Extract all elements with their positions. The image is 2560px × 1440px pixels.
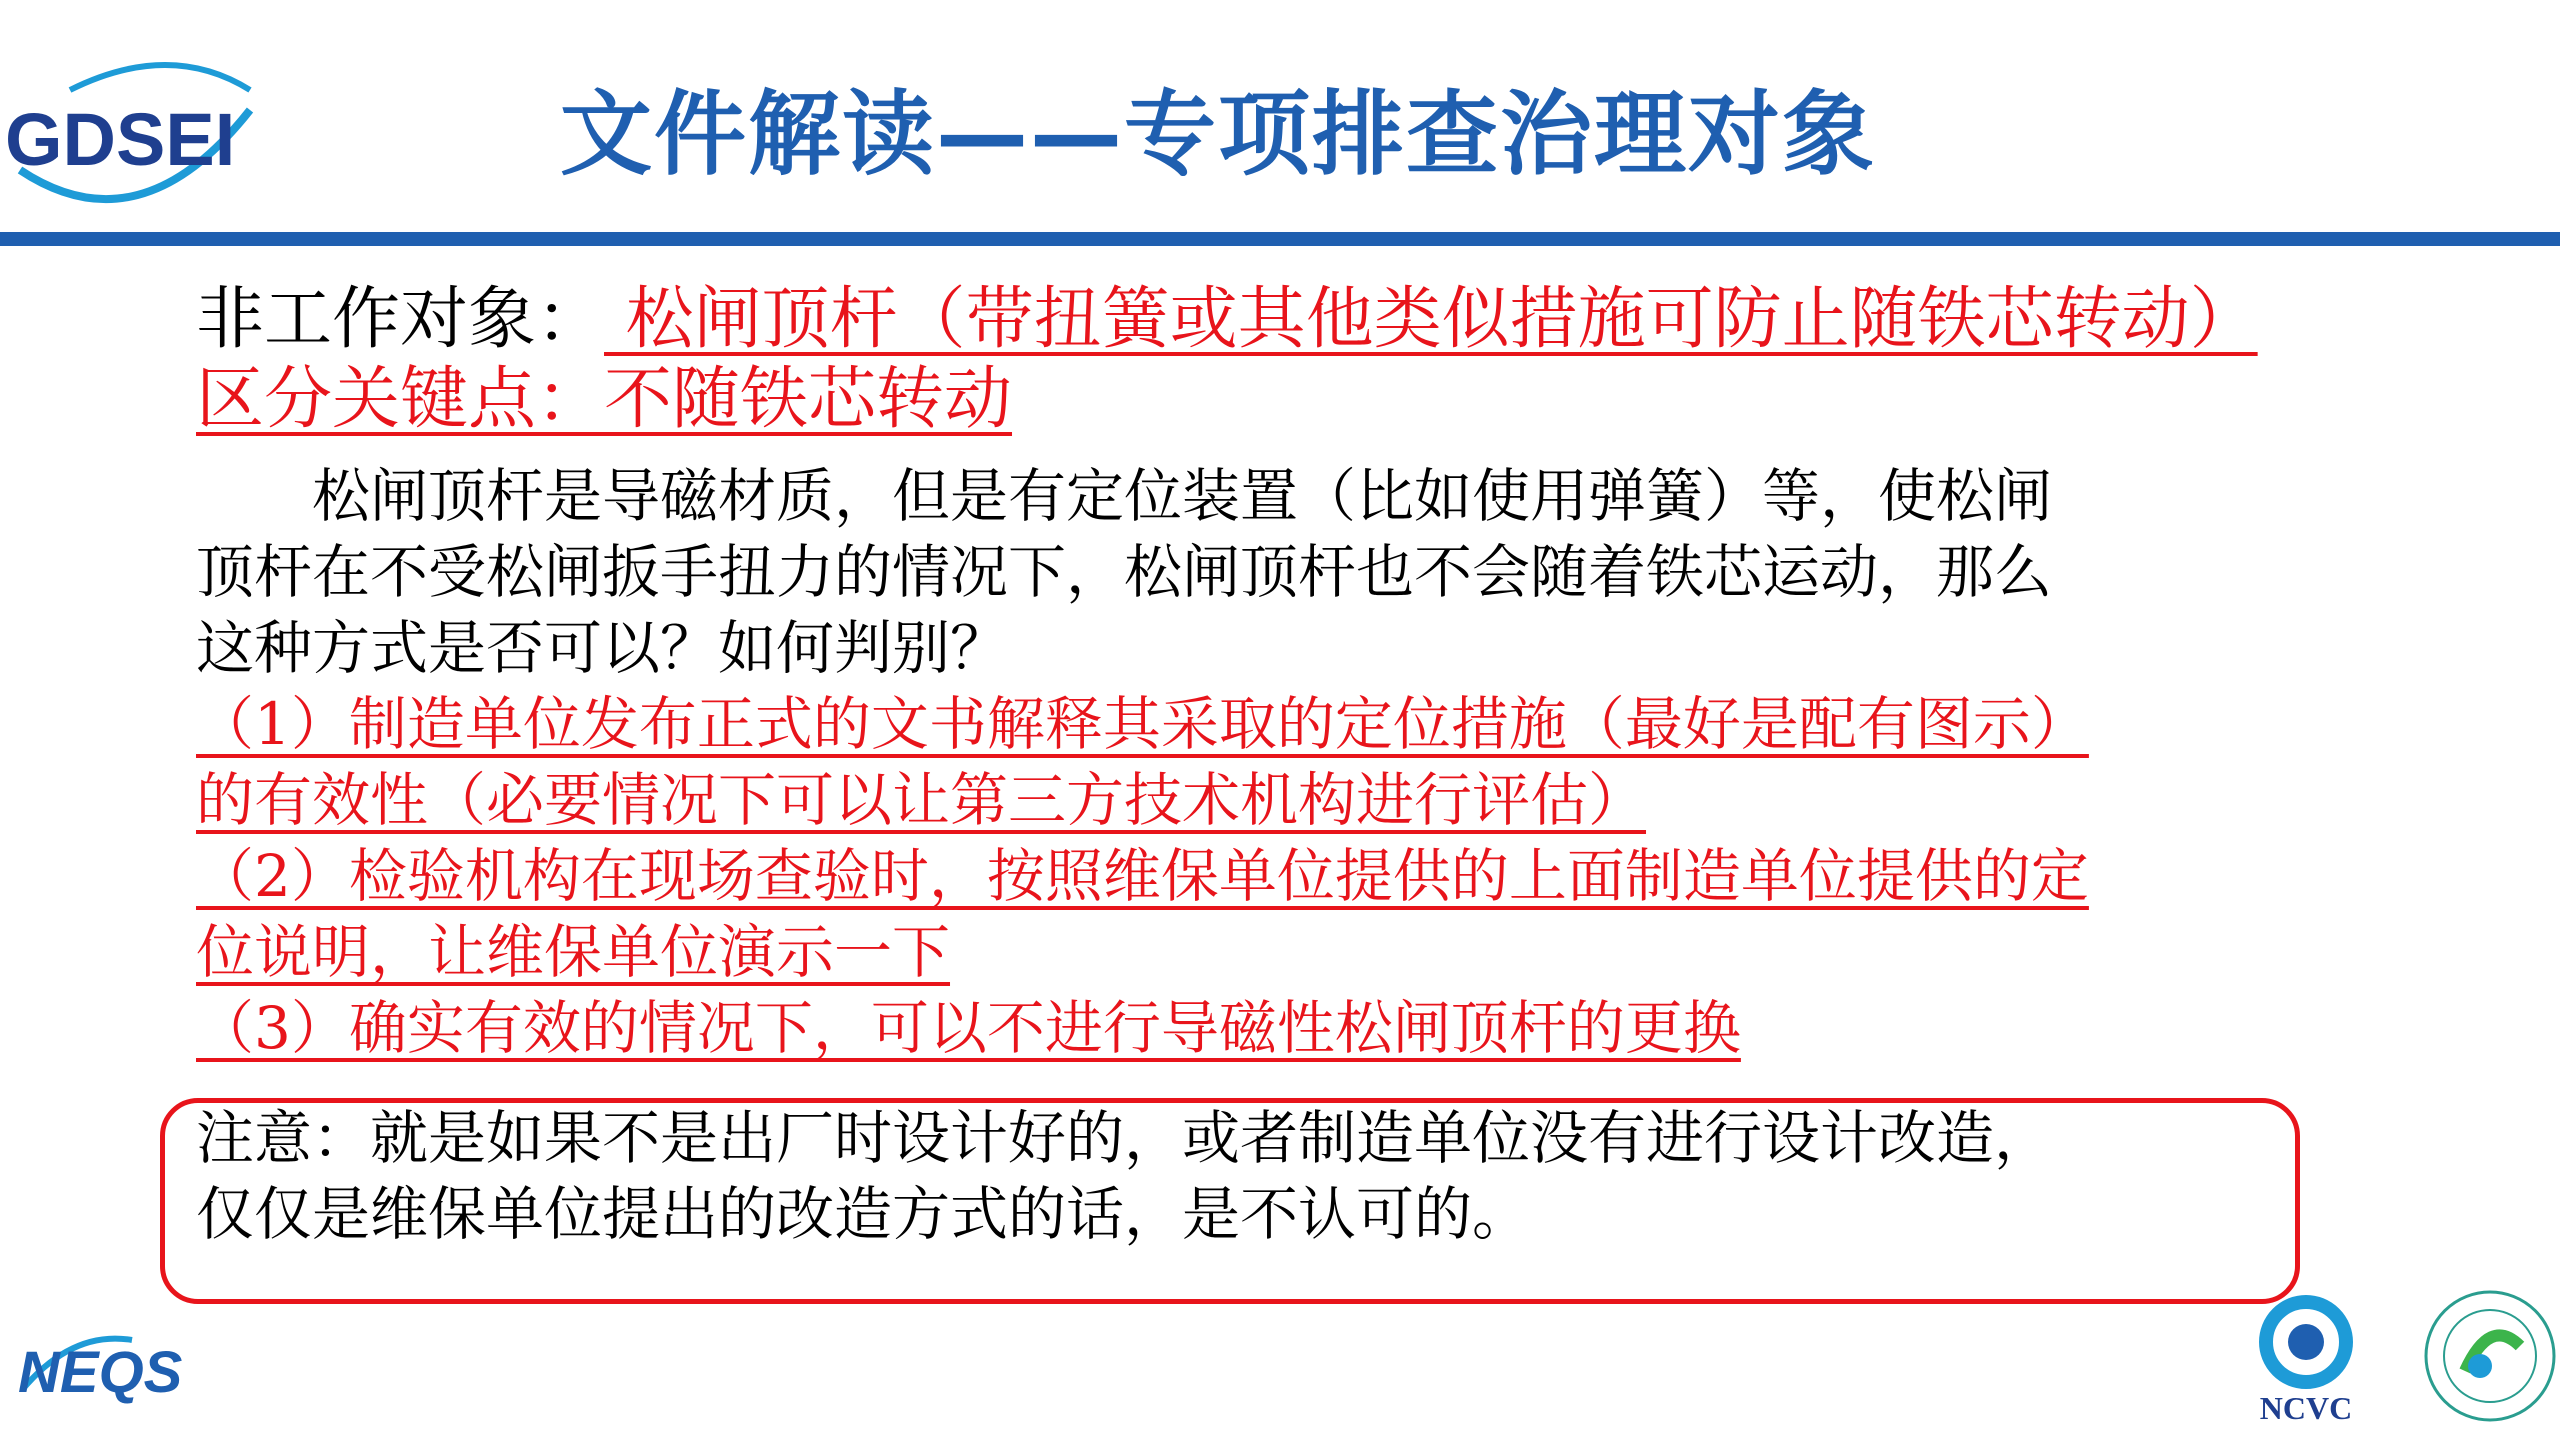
ncvc-logo-text: NCVC bbox=[2259, 1390, 2353, 1426]
main-content bbox=[196, 280, 2496, 1066]
note-line: 注意：就是如果不是出厂时设计好的，或者制造单位没有进行设计改造， bbox=[196, 1104, 2053, 1172]
neqs-logo bbox=[12, 1320, 192, 1410]
non-target-label: 非工作对象： bbox=[196, 280, 605, 359]
gdsei-logo bbox=[0, 50, 270, 220]
seal-logo bbox=[2420, 1286, 2560, 1426]
note-line: 仅仅是维保单位提出的改造方式的话，是不认可的。 bbox=[196, 1180, 1531, 1248]
criteria-line: 位说明，让维保单位演示一下 bbox=[196, 918, 951, 986]
criteria-line: （1）制造单位发布正式的文书解释其采取的定位措施（最好是配有图示） bbox=[196, 690, 2089, 758]
criteria-line: 的有效性（必要情况下可以让第三方技术机构进行评估） bbox=[196, 766, 1647, 834]
gdsei-logo-text: GDSEI bbox=[5, 98, 236, 181]
page-title: 文件解读——专项排查治理对象 bbox=[560, 81, 1877, 188]
paragraph-line: 这种方式是否可以？如何判别？ bbox=[196, 614, 1009, 682]
paragraph-line: 顶杆在不受松闸扳手扭力的情况下，松闸顶杆也不会随着铁芯运动，那么 bbox=[196, 538, 2053, 606]
paragraph-line: 松闸顶杆是导磁材质，但是有定位装置（比如使用弹簧）等，使松闸 bbox=[196, 462, 2053, 530]
non-target-value: 松闸顶杆（带扭簧或其他类似措施可防止随铁芯转动） bbox=[604, 280, 2258, 359]
criteria-line: （3）确实有效的情况下，可以不进行导磁性松闸顶杆的更换 bbox=[196, 994, 1741, 1062]
header-divider bbox=[0, 232, 2560, 246]
explanation-paragraph bbox=[196, 458, 2496, 1066]
non-target-line bbox=[196, 280, 2496, 360]
key-point-line: 区分关键点：不随铁芯转动 bbox=[196, 360, 1013, 439]
criteria-line: （2）检验机构在现场查验时，按照维保单位提供的上面制造单位提供的定 bbox=[196, 842, 2089, 910]
neqs-logo-text: NEQS bbox=[18, 1340, 183, 1405]
note-text bbox=[196, 1100, 2052, 1252]
